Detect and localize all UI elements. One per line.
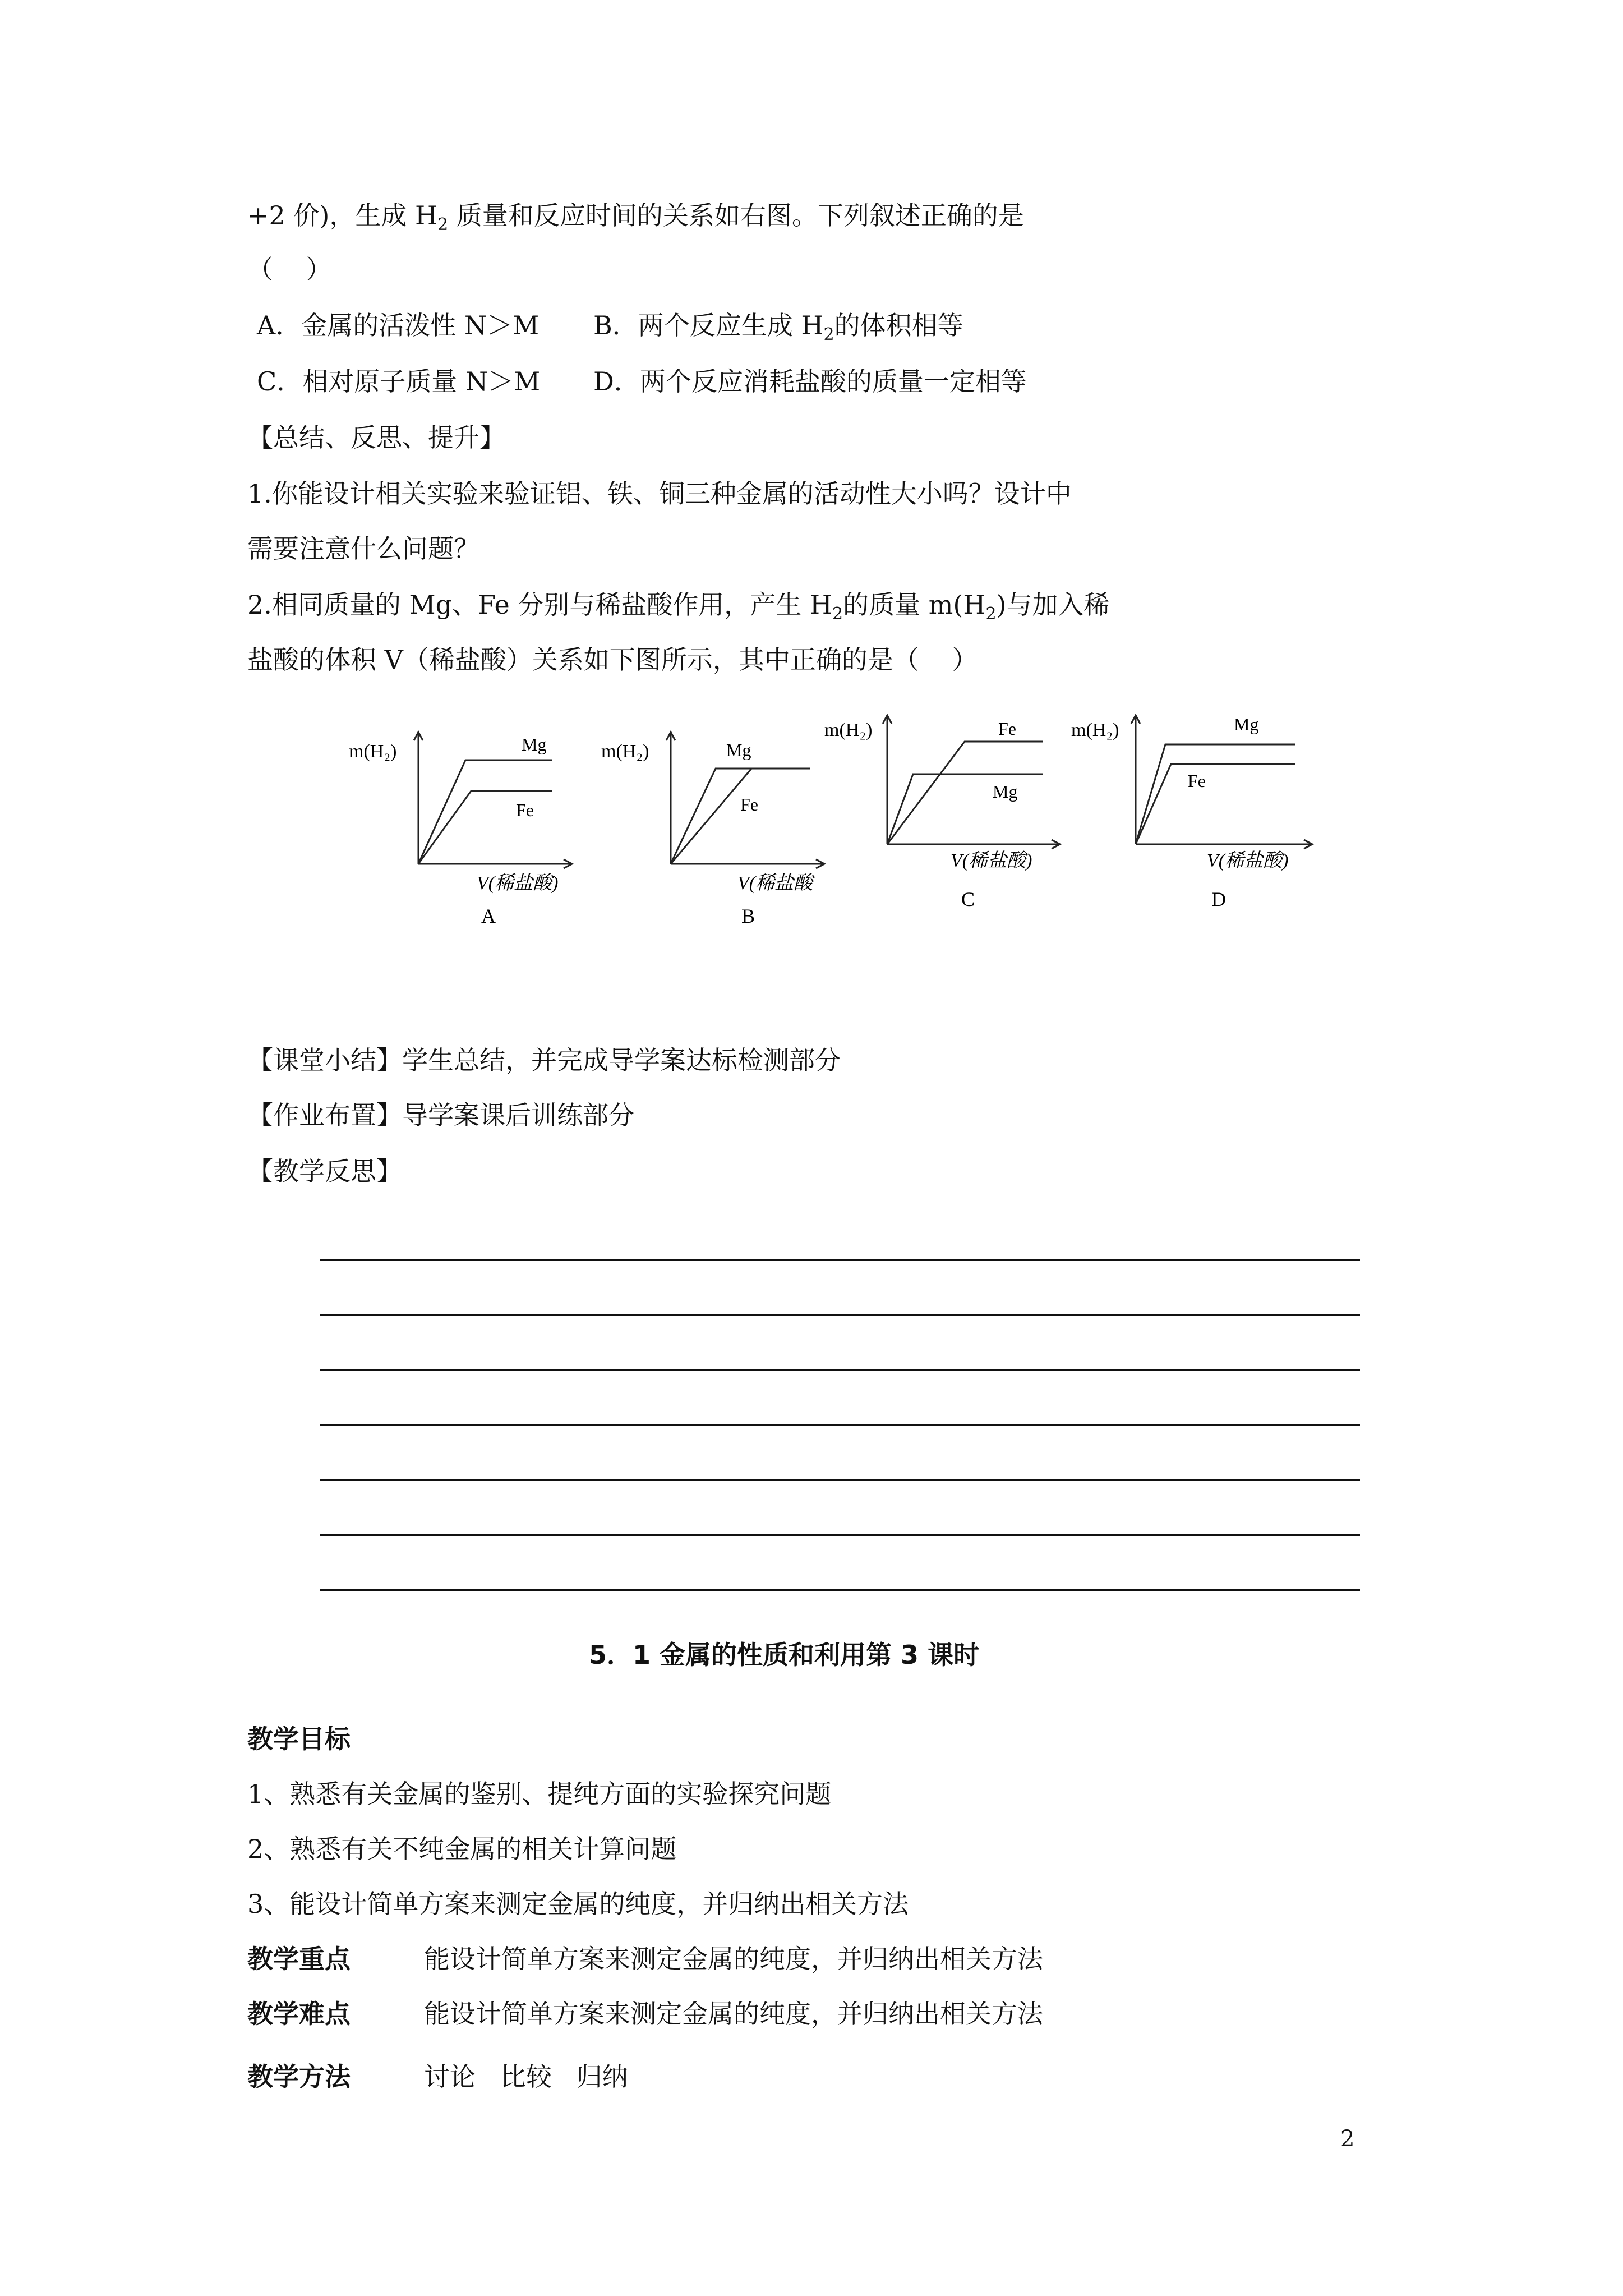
method-label: 教学方法 — [247, 2062, 351, 2092]
reflection-heading: 【教学反思】 — [247, 1156, 402, 1186]
graph-c-mg-label: Mg — [993, 781, 1018, 802]
graph-b-fe-label: Fe — [740, 794, 758, 815]
graph-d-ylabel: m(H₂) — [1071, 720, 1119, 740]
option-c: C．相对原子质量 N＞M — [257, 366, 541, 397]
writing-line — [320, 1534, 1360, 1536]
summary-item-1: 1.你能设计相关实验来验证铝、铁、铜三种金属的活动性大小吗？设计中 — [247, 478, 1072, 509]
summary-heading: 【总结、反思、提升】 — [247, 422, 505, 453]
graph-d-mg-line — [1136, 744, 1295, 844]
graph-b-xlabel: V(稀盐酸 — [737, 873, 813, 894]
answer-blank: （ ） — [247, 254, 332, 284]
graph-a-label: A — [481, 905, 496, 927]
homework: 【作业布置】导学案课后训练部分 — [247, 1100, 634, 1130]
goal-3: 3、能设计简单方案来测定金属的纯度，并归纳出相关方法 — [247, 1889, 909, 1919]
method-text: 讨论 比较 归纳 — [424, 2062, 628, 2092]
goal-1: 1、熟悉有关金属的鉴别、提纯方面的实验探究问题 — [247, 1779, 832, 1809]
writing-line — [320, 1589, 1360, 1591]
graph-d-xlabel: V(稀盐酸) — [1207, 850, 1289, 871]
graph-a-mg-label: Mg — [522, 734, 547, 754]
graph-c-fe-line — [887, 742, 1043, 844]
writing-line — [320, 1369, 1360, 1371]
key-point-text: 能设计简单方案来测定金属的纯度，并归纳出相关方法 — [424, 1944, 1043, 1974]
key-point-label: 教学重点 — [247, 1944, 351, 1974]
graph-d — [1071, 701, 1329, 926]
graph-b-ylabel: m(H₂) — [601, 741, 649, 762]
lesson-title: 5．1 金属的性质和利用第 3 课时 — [589, 1640, 980, 1670]
question-line: +2 价)，生成 $H_2$ 质量和反应时间的关系如右图。下列叙述正确的是 — [247, 200, 1024, 234]
option-a: A．金属的活泼性 N＞M — [257, 310, 540, 341]
page-number: 2 — [1340, 2126, 1355, 2152]
summary-item-1-cont: 需要注意什么问题？ — [247, 533, 479, 564]
graph-a-fe-label: Fe — [516, 800, 534, 820]
graph-b-fe-line — [671, 769, 751, 864]
writing-line — [320, 1424, 1360, 1426]
class-summary: 【课堂小结】学生总结，并完成导学案达标检测部分 — [247, 1045, 841, 1075]
writing-line — [320, 1314, 1360, 1316]
graph-b-label: B — [741, 905, 755, 927]
goals-heading: 教学目标 — [247, 1724, 351, 1754]
graph-c — [824, 701, 1077, 926]
difficulty-label: 教学难点 — [247, 1999, 351, 2029]
graph-a — [336, 712, 589, 937]
graph-a-xlabel: V(稀盐酸) — [477, 873, 559, 894]
graph-d-fe-line — [1136, 764, 1295, 844]
graph-c-ylabel: m(H₂) — [824, 720, 873, 740]
graph-c-xlabel: V(稀盐酸) — [951, 850, 1032, 871]
graph-c-label: C — [961, 888, 975, 910]
graph-b — [589, 712, 841, 937]
graph-d-fe-label: Fe — [1188, 771, 1206, 791]
difficulty-text: 能设计简单方案来测定金属的纯度，并归纳出相关方法 — [424, 1999, 1043, 2029]
graph-b-mg-line — [671, 769, 810, 864]
graph-a-ylabel: m(H₂) — [349, 741, 397, 762]
graph-b-mg-label: Mg — [726, 740, 751, 760]
graph-c-fe-label: Fe — [998, 719, 1016, 739]
writing-line — [320, 1479, 1360, 1481]
option-b: B．两个反应生成 $H_2$的体积相等 — [593, 310, 963, 344]
summary-item-2: 2.相同质量的 Mg、Fe 分别与稀盐酸作用，产生 $H_2$的质量 $m(H_2)$与加入稀 — [247, 590, 1110, 624]
graph-d-mg-label: Mg — [1234, 714, 1259, 734]
goal-2: 2、熟悉有关不纯金属的相关计算问题 — [247, 1834, 677, 1864]
writing-line — [320, 1259, 1360, 1261]
summary-item-2-cont: 盐酸的体积 V（稀盐酸）关系如下图所示，其中正确的是（ ） — [247, 645, 978, 675]
graph-d-label: D — [1211, 888, 1226, 910]
option-d: D．两个反应消耗盐酸的质量一定相等 — [593, 366, 1027, 397]
graph-c-mg-line — [887, 774, 1043, 844]
